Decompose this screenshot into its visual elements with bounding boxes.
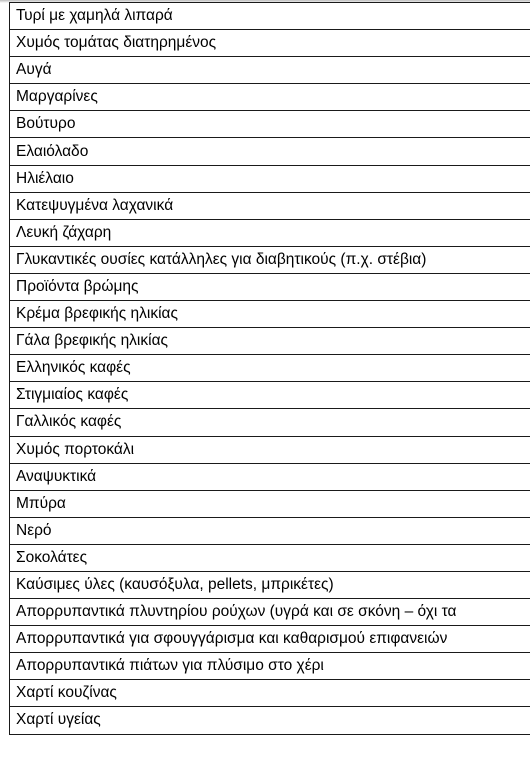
table-cell: Ηλιέλαιο (10, 165, 530, 192)
table-row (10, 219, 530, 246)
table-row (10, 165, 530, 192)
table-row (10, 246, 530, 273)
table-cell: Κατεψυγμένα λαχανικά (10, 192, 530, 219)
table-cell: Χυμός τομάτας διατηρημένος (10, 30, 530, 57)
table-cell: Απορρυπαντικά πλυντηρίου ρούχων (υγρά και σε σκόνη – όχι τα (10, 599, 530, 626)
table-row (10, 138, 530, 165)
table-cell: Νερό (10, 517, 530, 544)
table-row (10, 490, 530, 517)
table-cell: Γαλλικός καφές (10, 409, 530, 436)
table-row (10, 626, 530, 653)
table-row (10, 273, 530, 300)
table-cell: Τυρί με χαμηλά λιπαρά (10, 3, 530, 30)
table-row (10, 355, 530, 382)
table-cell: Ελληνικός καφές (10, 355, 530, 382)
table-row (10, 111, 530, 138)
table-row (10, 3, 530, 30)
table-cell: Απορρυπαντικά για σφουγγάρισμα και καθαρισμού επιφανειών (10, 626, 530, 653)
table-row (10, 463, 530, 490)
table-row (10, 517, 530, 544)
table-cell: Χαρτί υγείας (10, 707, 530, 734)
table-row (10, 192, 530, 219)
table-cell: Μαργαρίνες (10, 84, 530, 111)
table-row (10, 57, 530, 84)
table-cell: Χαρτί κουζίνας (10, 680, 530, 707)
table-row (10, 30, 530, 57)
table-cell: Αναψυκτικά (10, 463, 530, 490)
table-cell: Σοκολάτες (10, 544, 530, 571)
table-row (10, 409, 530, 436)
table-row (10, 382, 530, 409)
table-row (10, 84, 530, 111)
table-cell: Κρέμα βρεφικής ηλικίας (10, 301, 530, 328)
table-row (10, 436, 530, 463)
table-cell: Στιγμιαίος καφές (10, 382, 530, 409)
table-cell: Βούτυρο (10, 111, 530, 138)
table-row (10, 328, 530, 355)
table-cell: Ελαιόλαδο (10, 138, 530, 165)
table-cell: Μπύρα (10, 490, 530, 517)
table-row (10, 599, 530, 626)
table-cell: Απορρυπαντικά πιάτων για πλύσιμο στο χέρι (10, 653, 530, 680)
table-cell: Γλυκαντικές ουσίες κατάλληλες για διαβητικούς (π.χ. στέβια) (10, 246, 530, 273)
table-cell: Αυγά (10, 57, 530, 84)
table-cell: Καύσιμες ύλες (καυσόξυλα, pellets, μπρικέτες) (10, 571, 530, 598)
table-row (10, 653, 530, 680)
table-row (10, 707, 530, 734)
table-row (10, 571, 530, 598)
table-cell: Λευκή ζάχαρη (10, 219, 530, 246)
table-cell: Προϊόντα βρώμης (10, 273, 530, 300)
table-row (10, 301, 530, 328)
product-table (9, 2, 530, 735)
table-row (10, 544, 530, 571)
table-cell: Χυμός πορτοκάλι (10, 436, 530, 463)
table-cell: Γάλα βρεφικής ηλικίας (10, 328, 530, 355)
table-row (10, 680, 530, 707)
